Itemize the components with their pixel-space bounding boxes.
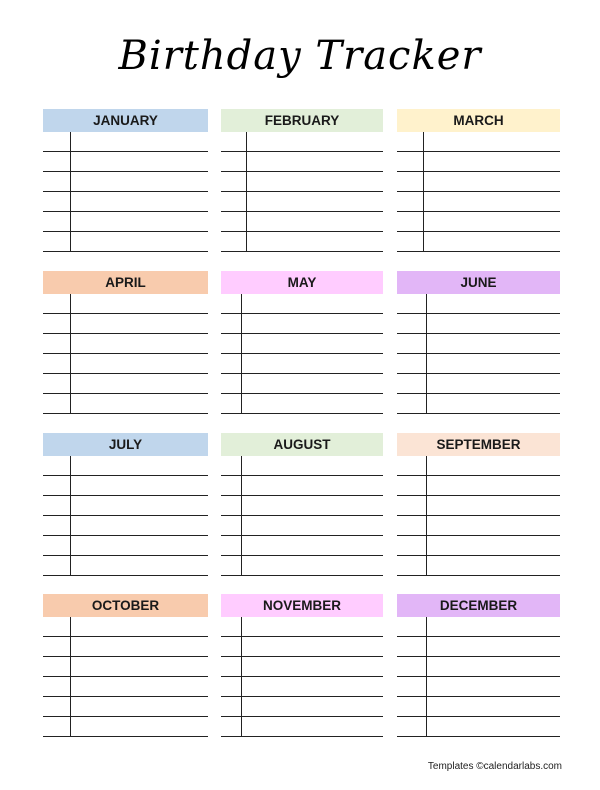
entry-line[interactable] [397, 637, 560, 657]
month-header: MAY [221, 271, 383, 294]
entry-line[interactable] [221, 637, 383, 657]
month-header: MARCH [397, 109, 560, 132]
month-november [221, 594, 383, 737]
entry-line[interactable] [221, 657, 383, 677]
entry-line[interactable] [43, 476, 208, 496]
entry-line[interactable] [221, 516, 383, 536]
entry-line[interactable] [397, 556, 560, 576]
entry-line[interactable] [43, 637, 208, 657]
date-column-divider [241, 294, 242, 414]
entry-line[interactable] [221, 294, 383, 314]
entry-line[interactable] [221, 456, 383, 476]
entry-rows [43, 617, 208, 737]
entry-line[interactable] [397, 496, 560, 516]
entry-line[interactable] [43, 394, 208, 414]
entry-line[interactable] [397, 212, 560, 232]
entry-line[interactable] [221, 677, 383, 697]
entry-rows [43, 294, 208, 414]
month-june [397, 271, 560, 414]
entry-line[interactable] [43, 556, 208, 576]
month-january [43, 109, 208, 252]
entry-rows [397, 617, 560, 737]
entry-line[interactable] [43, 354, 208, 374]
entry-line[interactable] [43, 657, 208, 677]
entry-line[interactable] [397, 334, 560, 354]
entry-line[interactable] [221, 556, 383, 576]
entry-line[interactable] [221, 354, 383, 374]
entry-line[interactable] [397, 354, 560, 374]
entry-line[interactable] [43, 617, 208, 637]
entry-line[interactable] [397, 192, 560, 212]
entry-line[interactable] [397, 314, 560, 334]
entry-line[interactable] [397, 152, 560, 172]
entry-line[interactable] [221, 334, 383, 354]
entry-line[interactable] [397, 294, 560, 314]
entry-line[interactable] [397, 374, 560, 394]
entry-line[interactable] [397, 232, 560, 252]
entry-line[interactable] [43, 334, 208, 354]
entry-rows [221, 456, 383, 576]
month-header: APRIL [43, 271, 208, 294]
entry-line[interactable] [43, 677, 208, 697]
entry-line[interactable] [397, 172, 560, 192]
date-column-divider [246, 132, 247, 252]
entry-line[interactable] [43, 192, 208, 212]
entry-line[interactable] [221, 314, 383, 334]
date-column-divider [241, 456, 242, 576]
footer-credit: Templates ©calendarlabs.com [427, 761, 562, 772]
entry-rows [221, 294, 383, 414]
month-february [221, 109, 383, 252]
entry-line[interactable] [397, 677, 560, 697]
month-header: JANUARY [43, 109, 208, 132]
date-column-divider [426, 617, 427, 737]
entry-rows [221, 132, 383, 252]
month-october [43, 594, 208, 737]
entry-rows [43, 132, 208, 252]
entry-rows [397, 132, 560, 252]
page-title: Birthday Tracker [118, 33, 482, 79]
entry-line[interactable] [43, 456, 208, 476]
entry-line[interactable] [221, 717, 383, 737]
entry-line[interactable] [221, 476, 383, 496]
entry-line[interactable] [43, 132, 208, 152]
entry-line[interactable] [221, 536, 383, 556]
entry-rows [43, 456, 208, 576]
entry-line[interactable] [43, 152, 208, 172]
month-header: AUGUST [221, 433, 383, 456]
entry-line[interactable] [43, 232, 208, 252]
month-december [397, 594, 560, 737]
entry-line[interactable] [43, 697, 208, 717]
month-header: FEBRUARY [221, 109, 383, 132]
month-header: NOVEMBER [221, 594, 383, 617]
entry-line[interactable] [397, 394, 560, 414]
entry-line[interactable] [43, 516, 208, 536]
entry-line[interactable] [397, 516, 560, 536]
entry-line[interactable] [43, 212, 208, 232]
date-column-divider [70, 456, 71, 576]
entry-line[interactable] [43, 294, 208, 314]
month-header: OCTOBER [43, 594, 208, 617]
entry-rows [397, 294, 560, 414]
entry-rows [221, 617, 383, 737]
entry-line[interactable] [43, 536, 208, 556]
entry-line[interactable] [43, 374, 208, 394]
entry-line[interactable] [397, 132, 560, 152]
date-column-divider [423, 132, 424, 252]
month-header: JULY [43, 433, 208, 456]
month-july [43, 433, 208, 576]
entry-line[interactable] [221, 374, 383, 394]
month-header: DECEMBER [397, 594, 560, 617]
date-column-divider [426, 456, 427, 576]
entry-line[interactable] [43, 314, 208, 334]
date-column-divider [70, 294, 71, 414]
entry-rows [397, 456, 560, 576]
date-column-divider [241, 617, 242, 737]
entry-line[interactable] [397, 617, 560, 637]
date-column-divider [426, 294, 427, 414]
entry-line[interactable] [221, 496, 383, 516]
month-may [221, 271, 383, 414]
month-august [221, 433, 383, 576]
entry-line[interactable] [43, 496, 208, 516]
entry-line[interactable] [221, 394, 383, 414]
entry-line[interactable] [397, 697, 560, 717]
entry-line[interactable] [221, 617, 383, 637]
entry-line[interactable] [221, 697, 383, 717]
month-april [43, 271, 208, 414]
entry-line[interactable] [397, 717, 560, 737]
month-september [397, 433, 560, 576]
date-column-divider [70, 617, 71, 737]
month-march [397, 109, 560, 252]
month-header: SEPTEMBER [397, 433, 560, 456]
entry-line[interactable] [397, 536, 560, 556]
date-column-divider [70, 132, 71, 252]
entry-line[interactable] [397, 456, 560, 476]
entry-line[interactable] [43, 717, 208, 737]
entry-line[interactable] [397, 476, 560, 496]
entry-line[interactable] [43, 172, 208, 192]
entry-line[interactable] [397, 657, 560, 677]
month-header: JUNE [397, 271, 560, 294]
